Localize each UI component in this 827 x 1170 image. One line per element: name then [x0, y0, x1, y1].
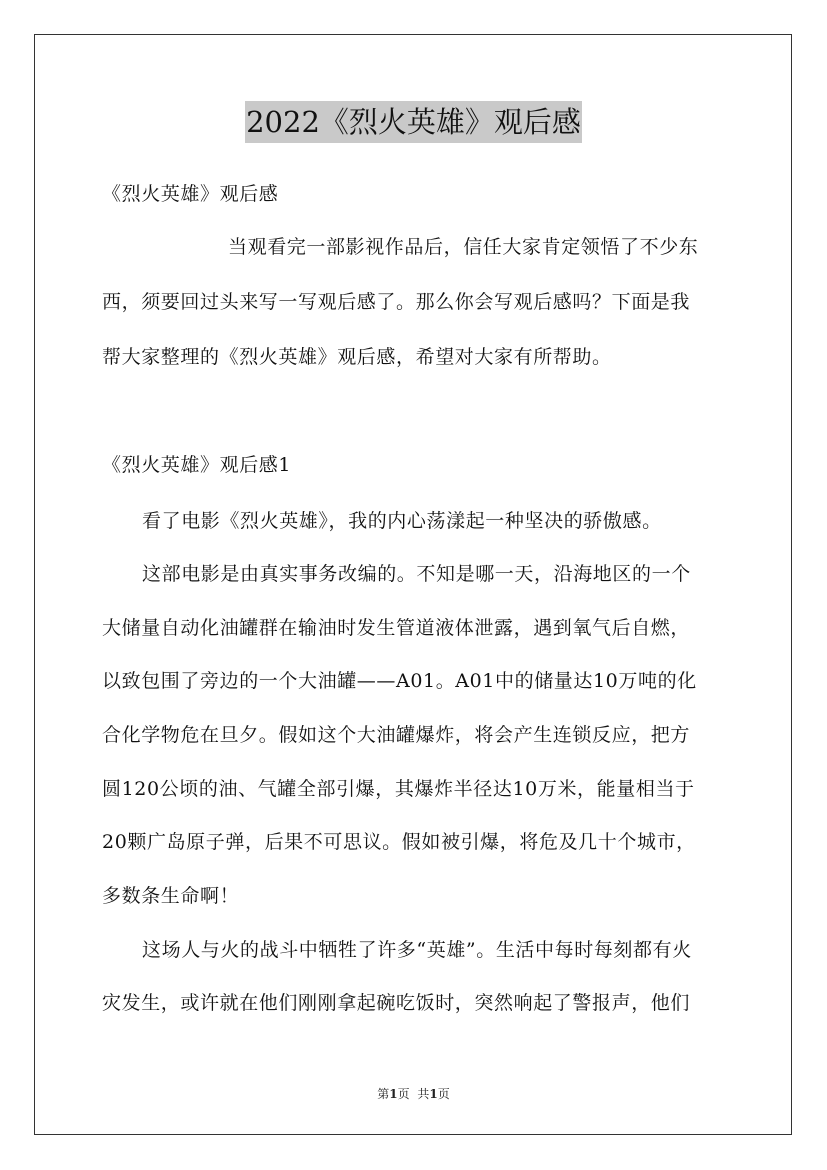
heading: 《烈火英雄》观后感 [102, 183, 279, 205]
total-suffix: 页 [437, 1087, 450, 1101]
intro-line: 帮大家整理的《烈火英雄》观后感，希望对大家有所帮助。 [102, 346, 612, 368]
body-line: 以致包围了旁边的一个大油罐——A01。A01中的储量达10万吨的化 [102, 670, 697, 692]
body-line: 这部电影是由真实事务改编的。不知是哪一天，沿海地区的一个 [142, 563, 691, 585]
body-line: 圆120公顷的油、气罐全部引爆，其爆炸半径达10万米，能量相当于 [102, 778, 695, 800]
body-line: 多数条生命啊！ [102, 885, 240, 907]
total-pages: 1 [429, 1087, 438, 1101]
body-line: 看了电影《烈火英雄》，我的内心荡漾起一种坚决的骄傲感。 [142, 510, 662, 532]
body-line: 大储量自动化油罐群在输油时发生管道液体泄露，遇到氧气后自燃， [102, 617, 691, 639]
body-line: 合化学物危在旦夕。假如这个大油罐爆炸，将会产生连锁反应，把方 [102, 724, 691, 746]
page-prefix: 第 [377, 1087, 390, 1101]
section-heading: 《烈火英雄》观后感1 [102, 454, 292, 476]
body-line: 灾发生，或许就在他们刚刚拿起碗吃饭时，突然响起了警报声，他们 [102, 992, 691, 1014]
body-line: 20颗广岛原子弹，后果不可思议。假如被引爆，将危及几十个城市， [102, 831, 696, 853]
title-wrap [0, 101, 827, 143]
page-footer [0, 1085, 827, 1102]
body-line: 这场人与火的战斗中牺牲了许多“英雄”。生活中每时每刻都有火 [142, 939, 692, 961]
total-prefix: 共 [417, 1087, 430, 1101]
page-number: 1 [389, 1087, 398, 1101]
document-title: 2022《烈火英雄》观后感 [245, 101, 582, 143]
page-suffix: 页 [397, 1087, 410, 1101]
intro-line: 西，须要回过头来写一写观后感了。那么你会写观后感吗？下面是我 [102, 291, 691, 313]
intro-line: 当观看完一部影视作品后，信任大家肯定领悟了不少东 [228, 236, 699, 258]
